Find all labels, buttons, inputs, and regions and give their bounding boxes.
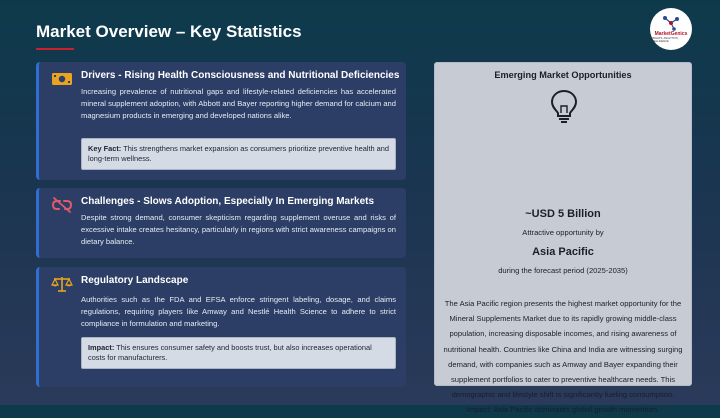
opportunities-panel: [434, 62, 692, 415]
scales-icon: [51, 275, 73, 293]
logo-brand: MarketGenics: [654, 30, 688, 37]
challenges-card: [36, 188, 406, 258]
forecast-period: during the forecast period (2025-2035): [498, 266, 628, 275]
drivers-card: [36, 62, 406, 180]
company-logo[interactable]: [650, 8, 692, 50]
money-icon: [51, 70, 73, 88]
broken-link-icon: [51, 196, 73, 214]
challenges-heading: Challenges - Slows Adoption, Especially In Emerging Markets: [81, 196, 375, 207]
drivers-body: Increasing prevalence of nutritional gaps and lifestyle-related deficiencies has accelerated mineral supplement adoption, with Abbott and Bayer reporting higher demand for calcium and magnesium products in emerging and developed nations alike.: [81, 87, 396, 120]
opportunity-description: The Asia Pacific region presents the highest market opportunity for the Mineral Supplements Market due to its rapidly growing middle-class population, increasing disposable incomes, and rising awareness of nutritional health. Countries like China and India are witnessing surging demand, with companies such as Amway and Bayer expanding their supplement portfolios to cater to preventive healthcare needs. This demographic and lifestyle shift is significantly fueling consumption. Impact: Asia Pacific dominates global growth momentum.: [443, 299, 683, 415]
network-logo-icon: [661, 15, 681, 31]
panel-title: Emerging Market Opportunities: [494, 70, 632, 80]
regulatory-body: Authorities such as the FDA and EFSA enforce stringent labeling, dosage, and claims regulations, requiring players like Amway and Nestlé Health Science to adhere to strict compliance in formulation and marketing.: [81, 295, 396, 328]
opportunity-region: Asia Pacific: [532, 246, 594, 258]
opportunity-value: ~USD 5 Billion: [525, 208, 601, 220]
drivers-heading: Drivers - Rising Health Consciousness and Nutritional Deficiencies: [81, 70, 400, 81]
regulatory-heading: Regulatory Landscape: [81, 275, 189, 286]
key-fact-text: This strengthens market expansion as consumers prioritize preventive health and long-term wellness.: [88, 144, 389, 163]
opportunity-caption: Attractive opportunity by: [522, 228, 604, 237]
challenges-body: Despite strong demand, consumer skepticism regarding supplement overuse and risks of excessive intake creates hesitancy, particularly in regions with strict awareness campaigns on dietary balance.: [81, 213, 396, 246]
key-fact-label: Key Fact:: [88, 144, 122, 153]
logo-tagline: INSIGHTS, ANALYTICS, INTELLIGENCE: [650, 36, 679, 43]
regulatory-impact: [81, 337, 396, 369]
impact-label: Impact:: [88, 343, 115, 352]
page-title: Market Overview – Key Statistics: [36, 22, 302, 41]
regulatory-card: [36, 267, 406, 387]
drivers-key-fact: [81, 138, 396, 170]
impact-text: This ensures consumer safety and boosts trust, but also increases operational costs for manufacturers.: [88, 343, 372, 362]
lightbulb-icon: [549, 89, 579, 125]
title-underline: [36, 48, 74, 50]
